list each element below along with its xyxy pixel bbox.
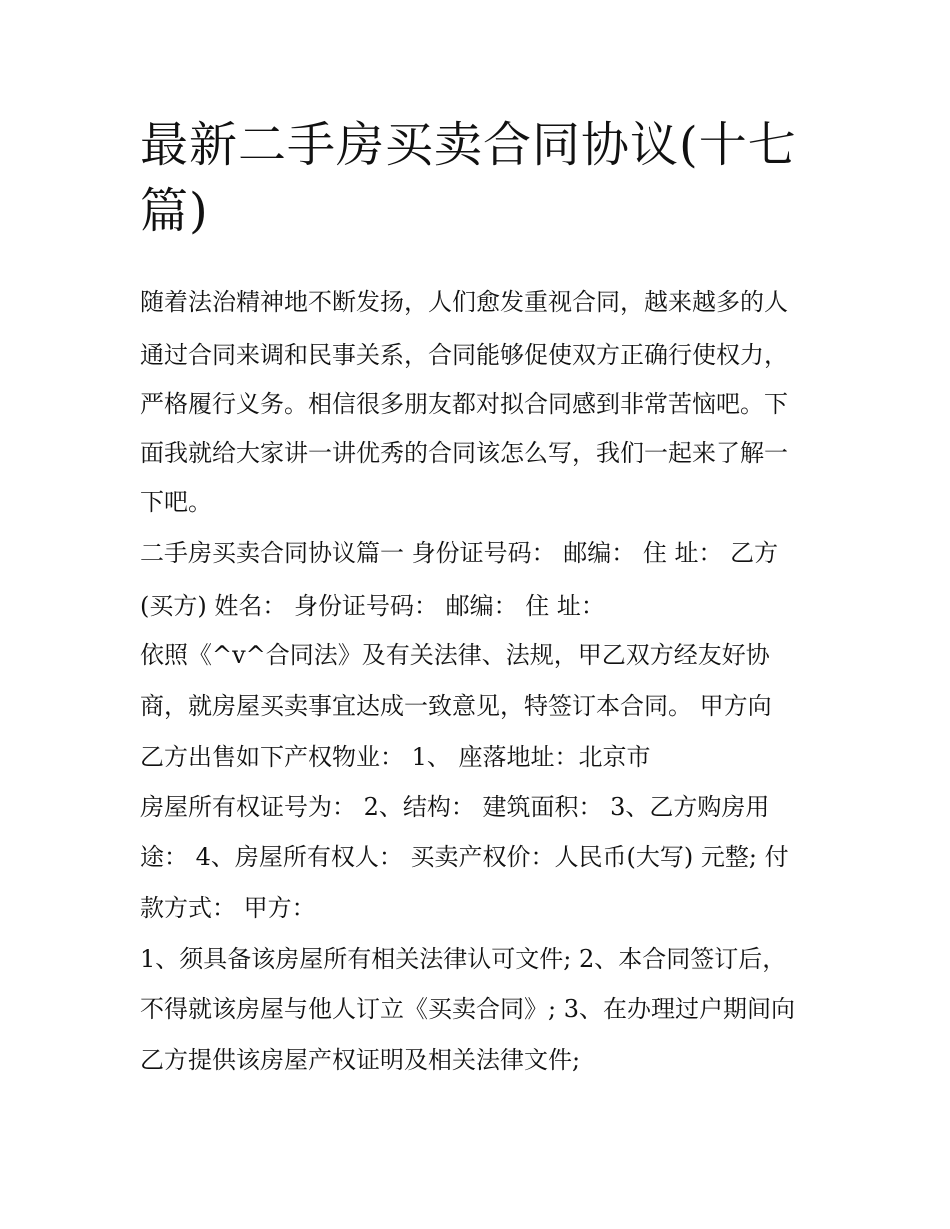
body-line: 房屋所有权证号为： 2、结构： 建筑面积： 3、乙方购房用 (140, 793, 770, 821)
title-line-1: 最新二手房买卖合同协议(十七 (140, 117, 797, 173)
body-line: 二手房买卖合同协议篇一 身份证号码： 邮编： 住 址： 乙方 (140, 539, 779, 567)
body-line: 1、须具备该房屋所有相关法律认可文件; 2、本合同签订后， (140, 945, 787, 973)
body-line: 商，就房屋买卖事宜达成一致意见，特签订本合同。 甲方向 (140, 692, 772, 720)
body-line: 途： 4、房屋所有权人： 买卖产权价：人民币(大写) 元整; 付 (140, 843, 789, 871)
body-line: 款方式： 甲方： (140, 894, 316, 922)
body-line: (买方) 姓名： 身份证号码： 邮编： 住 址： (140, 592, 605, 620)
body-line: 严格履行义务。相信很多朋友都对拟合同感到非常苦恼吧。下 (140, 390, 788, 418)
body-line: 依照《^v^合同法》及有关法律、法规，甲乙双方经友好协 (140, 641, 770, 669)
body-line: 通过合同来调和民事关系，合同能够促使双方正确行使权力， (140, 341, 788, 369)
title-line-2: 篇) (140, 183, 209, 239)
body-line: 面我就给大家讲一讲优秀的合同该怎么写，我们一起来了解一 (140, 439, 788, 467)
body-line: 乙方出售如下产权物业： 1、 座落地址：北京市 (140, 743, 651, 771)
body-line: 乙方提供该房屋产权证明及相关法律文件; (140, 1046, 581, 1074)
body-line: 随着法治精神地不断发扬，人们愈发重视合同，越来越多的人 (140, 288, 788, 316)
document-title (140, 112, 830, 244)
body-line: 下吧。 (140, 488, 212, 516)
body-line: 不得就该房屋与他人订立《买卖合同》; 3、在办理过户期间向 (140, 995, 795, 1023)
